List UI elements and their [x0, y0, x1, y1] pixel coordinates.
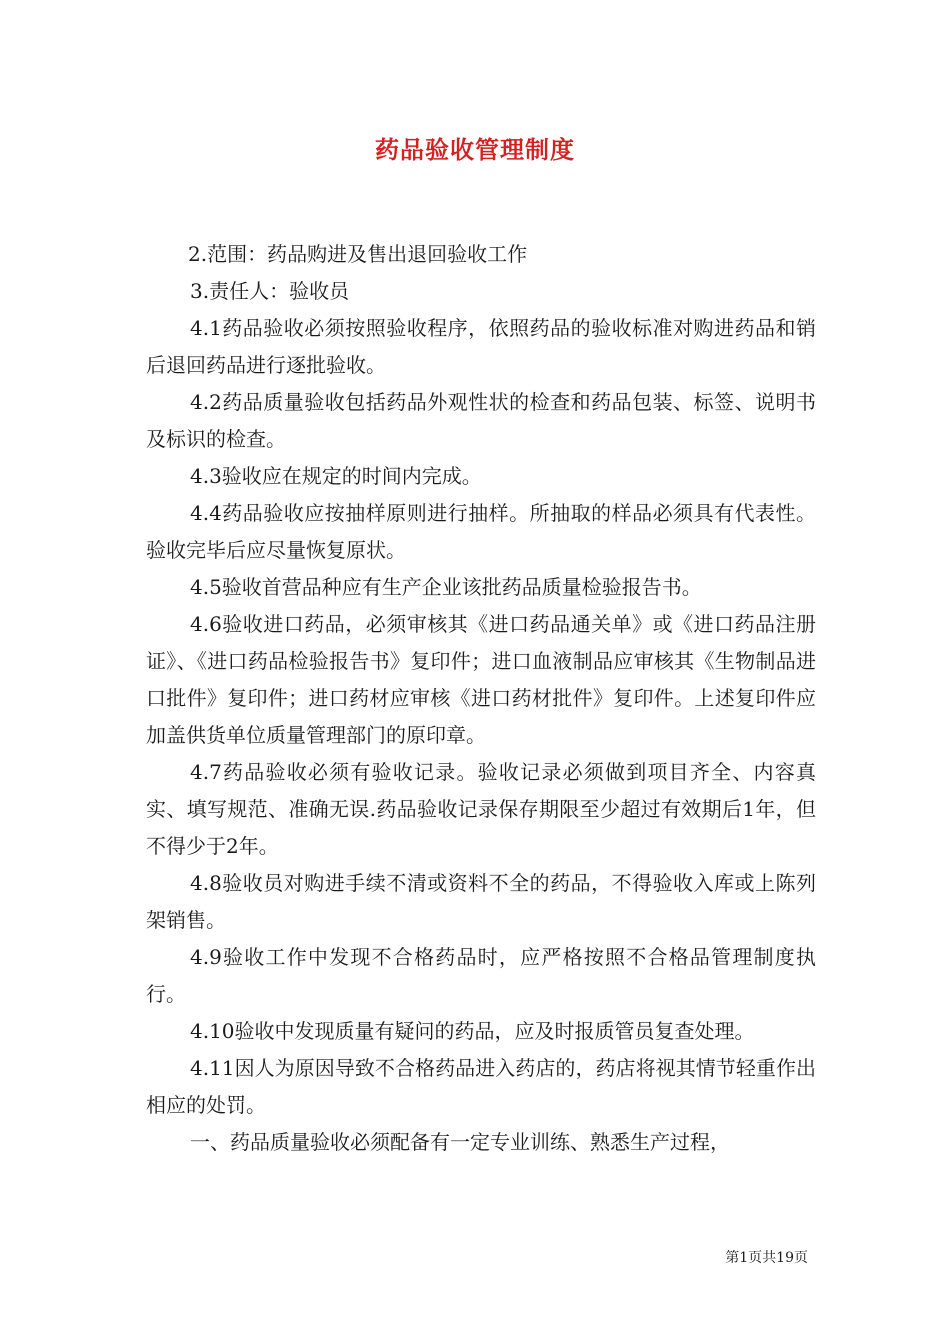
paragraph-4-5: 4.5验收首营品种应有生产企业该批药品质量检验报告书。 — [190, 575, 702, 599]
paragraph-4-8: 4.8验收员对购进手续不清或资料不全的药品，不得验收入库或上陈列架销售。 — [146, 871, 816, 932]
paragraph-4-2: 4.2药品质量验收包括药品外观性状的检查和药品包装、标签、说明书及标识的检查。 — [146, 390, 816, 451]
paragraph-4-7: 4.7药品验收必须有验收记录。验收记录必须做到项目齐全、内容真实、填写规范、准确无误.药品验收记录保存期限至少超过有效期后1年，但不得少于2年。 — [146, 760, 816, 858]
paragraph-4-11: 4.11因人为原因导致不合格药品进入药店的，药店将视其情节轻重作出相应的处罚。 — [146, 1056, 816, 1117]
page-number: 第1页共19页 — [725, 1250, 808, 1266]
document-body — [146, 236, 816, 1161]
paragraph-4-3: 4.3验收应在规定的时间内完成。 — [190, 464, 482, 488]
paragraph-4-10: 4.10验收中发现质量有疑问的药品，应及时报质管员复查处理。 — [190, 1019, 755, 1043]
paragraph-responsible: 3.责任人：验收员 — [190, 279, 350, 303]
paragraph-4-4: 4.4药品验收应按抽样原则进行抽样。所抽取的样品必须具有代表性。验收完毕后应尽量恢复原状。 — [146, 501, 816, 562]
paragraph-section-1: 一、药品质量验收必须配备有一定专业训练、熟悉生产过程， — [190, 1130, 730, 1154]
paragraph-4-6: 4.6验收进口药品，必须审核其《进口药品通关单》或《进口药品注册证》、《进口药品检验报告书》复印件；进口血液制品应审核其《生物制品进口批件》复印件；进口药材应审核《进口药材批件》复印件。上述复印件应加盖供货单位质量管理部门的原印章。 — [146, 612, 816, 747]
paragraph-scope: 2.范围：药品购进及售出退回验收工作 — [188, 242, 528, 266]
document-title: 药品验收管理制度 — [375, 135, 575, 164]
paragraph-4-9: 4.9验收工作中发现不合格药品时，应严格按照不合格品管理制度执行。 — [146, 945, 816, 1006]
paragraph-4-1: 4.1药品验收必须按照验收程序，依照药品的验收标准对购进药品和销后退回药品进行逐批验收。 — [146, 316, 816, 377]
